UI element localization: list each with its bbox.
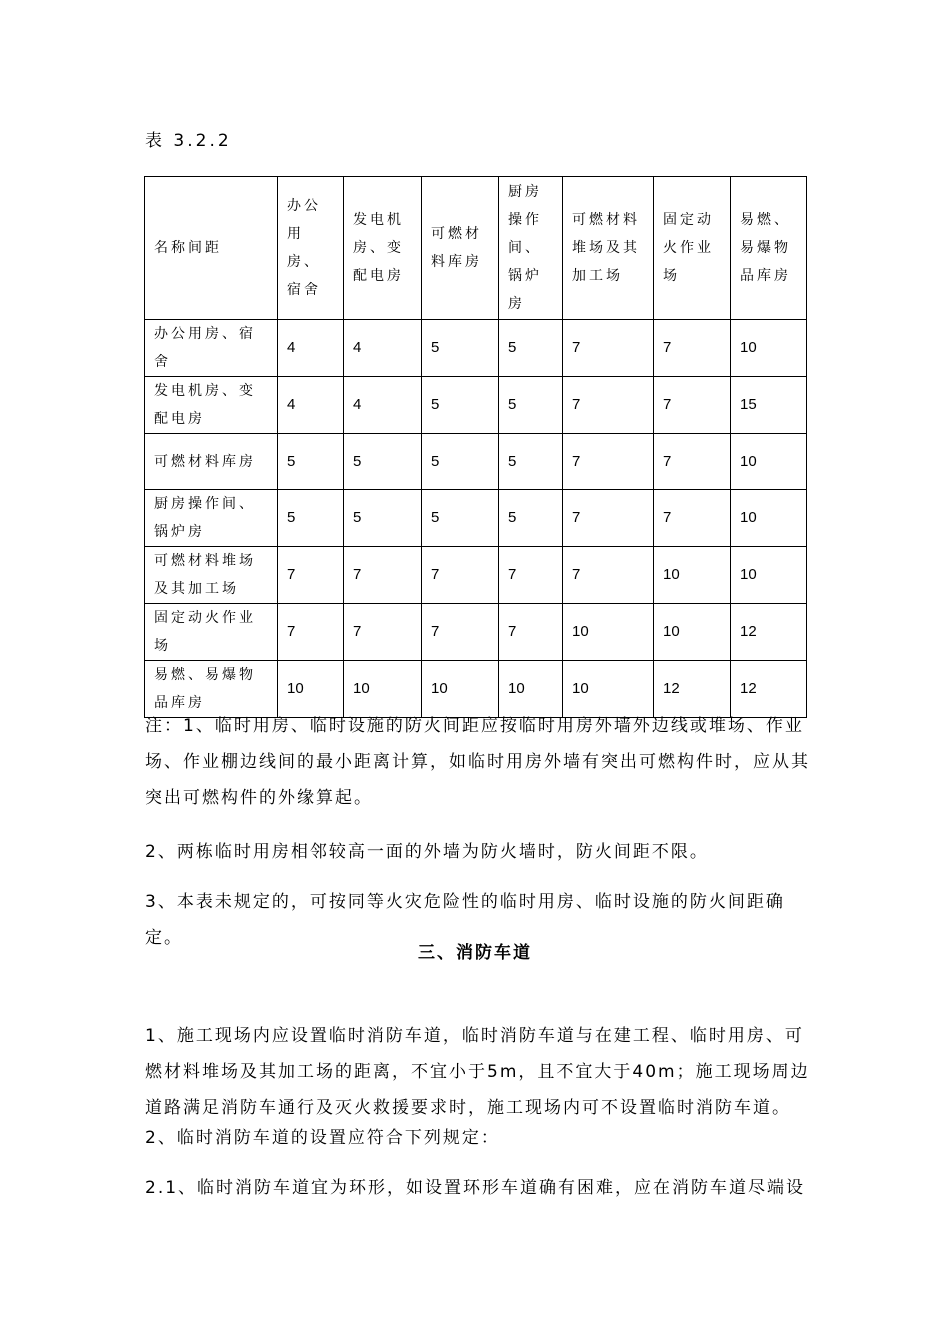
value-cell: 10 <box>563 661 654 718</box>
value-cell: 4 <box>278 320 344 377</box>
value-cell: 7 <box>654 490 731 547</box>
value-cell: 7 <box>278 547 344 604</box>
header-cell: 易燃、易爆物品库房 <box>731 177 807 320</box>
value-cell: 10 <box>344 661 422 718</box>
value-cell: 10 <box>654 604 731 661</box>
value-cell: 5 <box>422 434 499 490</box>
value-cell: 12 <box>731 661 807 718</box>
table-row <box>145 377 807 434</box>
value-cell: 4 <box>344 320 422 377</box>
table-row <box>145 604 807 661</box>
value-cell: 7 <box>344 604 422 661</box>
value-cell: 7 <box>563 547 654 604</box>
value-cell: 7 <box>654 434 731 490</box>
row-label-cell: 办公用房、宿舍 <box>145 320 278 377</box>
value-cell: 10 <box>278 661 344 718</box>
row-label-cell: 可燃材料库房 <box>145 434 278 490</box>
value-cell: 7 <box>499 547 563 604</box>
value-cell: 10 <box>731 547 807 604</box>
row-label-cell: 可燃材料堆场及其加工场 <box>145 547 278 604</box>
value-cell: 12 <box>654 661 731 718</box>
header-cell: 厨房操作间、锅炉房 <box>499 177 563 320</box>
fire-spacing-table <box>144 176 807 718</box>
header-cell: 可燃材料库房 <box>422 177 499 320</box>
table-row <box>145 434 807 490</box>
value-cell: 4 <box>344 377 422 434</box>
value-cell: 7 <box>654 320 731 377</box>
value-cell: 5 <box>422 490 499 547</box>
value-cell: 5 <box>422 320 499 377</box>
value-cell: 5 <box>278 490 344 547</box>
body-paragraph-2: 2、临时消防车道的设置应符合下列规定： <box>145 1128 500 1148</box>
row-label-cell: 易燃、易爆物品库房 <box>145 661 278 718</box>
value-cell: 7 <box>563 377 654 434</box>
body-paragraph-1: 1、施工现场内应设置临时消防车道，临时消防车道与在建工程、临时用房、可燃材料堆场及其加工场的距离，不宜小于5m，且不宜大于40m；施工现场周边道路满足消防车通行及灭火救援要求时，施工现场内可不设置临时消防车道。 <box>145 1026 810 1118</box>
value-cell: 12 <box>731 604 807 661</box>
table-row <box>145 320 807 377</box>
value-cell: 5 <box>344 490 422 547</box>
value-cell: 5 <box>344 434 422 490</box>
value-cell: 5 <box>278 434 344 490</box>
value-cell: 5 <box>499 490 563 547</box>
value-cell: 10 <box>731 320 807 377</box>
section-heading: 三、消防车道 <box>418 943 532 963</box>
table-note-1: 注：1、临时用房、临时设施的防火间距应按临时用房外墙外边线或堆场、作业场、作业棚边线间的最小距离计算，如临时用房外墙有突出可燃构件时，应从其突出可燃构件的外缘算起。 <box>145 716 810 808</box>
value-cell: 7 <box>499 604 563 661</box>
table-header-row <box>145 177 807 320</box>
value-cell: 7 <box>563 320 654 377</box>
value-cell: 5 <box>422 377 499 434</box>
header-cell: 固定动火作业场 <box>654 177 731 320</box>
header-cell: 发电机房、变配电房 <box>344 177 422 320</box>
table-note-3: 3、本表未规定的，可按同等火灾危险性的临时用房、临时设施的防火间距确定。 <box>145 892 785 948</box>
body-paragraph-3: 2.1、临时消防车道宜为环形，如设置环形车道确有困难，应在消防车道尽端设 <box>145 1178 806 1198</box>
value-cell: 10 <box>563 604 654 661</box>
value-cell: 10 <box>731 434 807 490</box>
row-label-cell: 固定动火作业场 <box>145 604 278 661</box>
value-cell: 7 <box>422 547 499 604</box>
row-label-cell: 发电机房、变配电房 <box>145 377 278 434</box>
value-cell: 15 <box>731 377 807 434</box>
value-cell: 7 <box>344 547 422 604</box>
value-cell: 7 <box>563 434 654 490</box>
value-cell: 5 <box>499 434 563 490</box>
value-cell: 10 <box>422 661 499 718</box>
value-cell: 7 <box>563 490 654 547</box>
value-cell: 7 <box>654 377 731 434</box>
header-cell: 可燃材料堆场及其加工场 <box>563 177 654 320</box>
value-cell: 10 <box>731 490 807 547</box>
header-cell: 办公用房、宿舍 <box>278 177 344 320</box>
value-cell: 10 <box>654 547 731 604</box>
value-cell: 7 <box>422 604 499 661</box>
table-caption: 表 3.2.2 <box>145 131 232 151</box>
table-row <box>145 490 807 547</box>
table-row <box>145 547 807 604</box>
value-cell: 5 <box>499 377 563 434</box>
value-cell: 10 <box>499 661 563 718</box>
value-cell: 4 <box>278 377 344 434</box>
value-cell: 7 <box>278 604 344 661</box>
row-label-cell: 厨房操作间、锅炉房 <box>145 490 278 547</box>
header-cell: 名称间距 <box>145 177 278 320</box>
table-note-2: 2、两栋临时用房相邻较高一面的外墙为防火墙时，防火间距不限。 <box>145 842 709 862</box>
value-cell: 5 <box>499 320 563 377</box>
